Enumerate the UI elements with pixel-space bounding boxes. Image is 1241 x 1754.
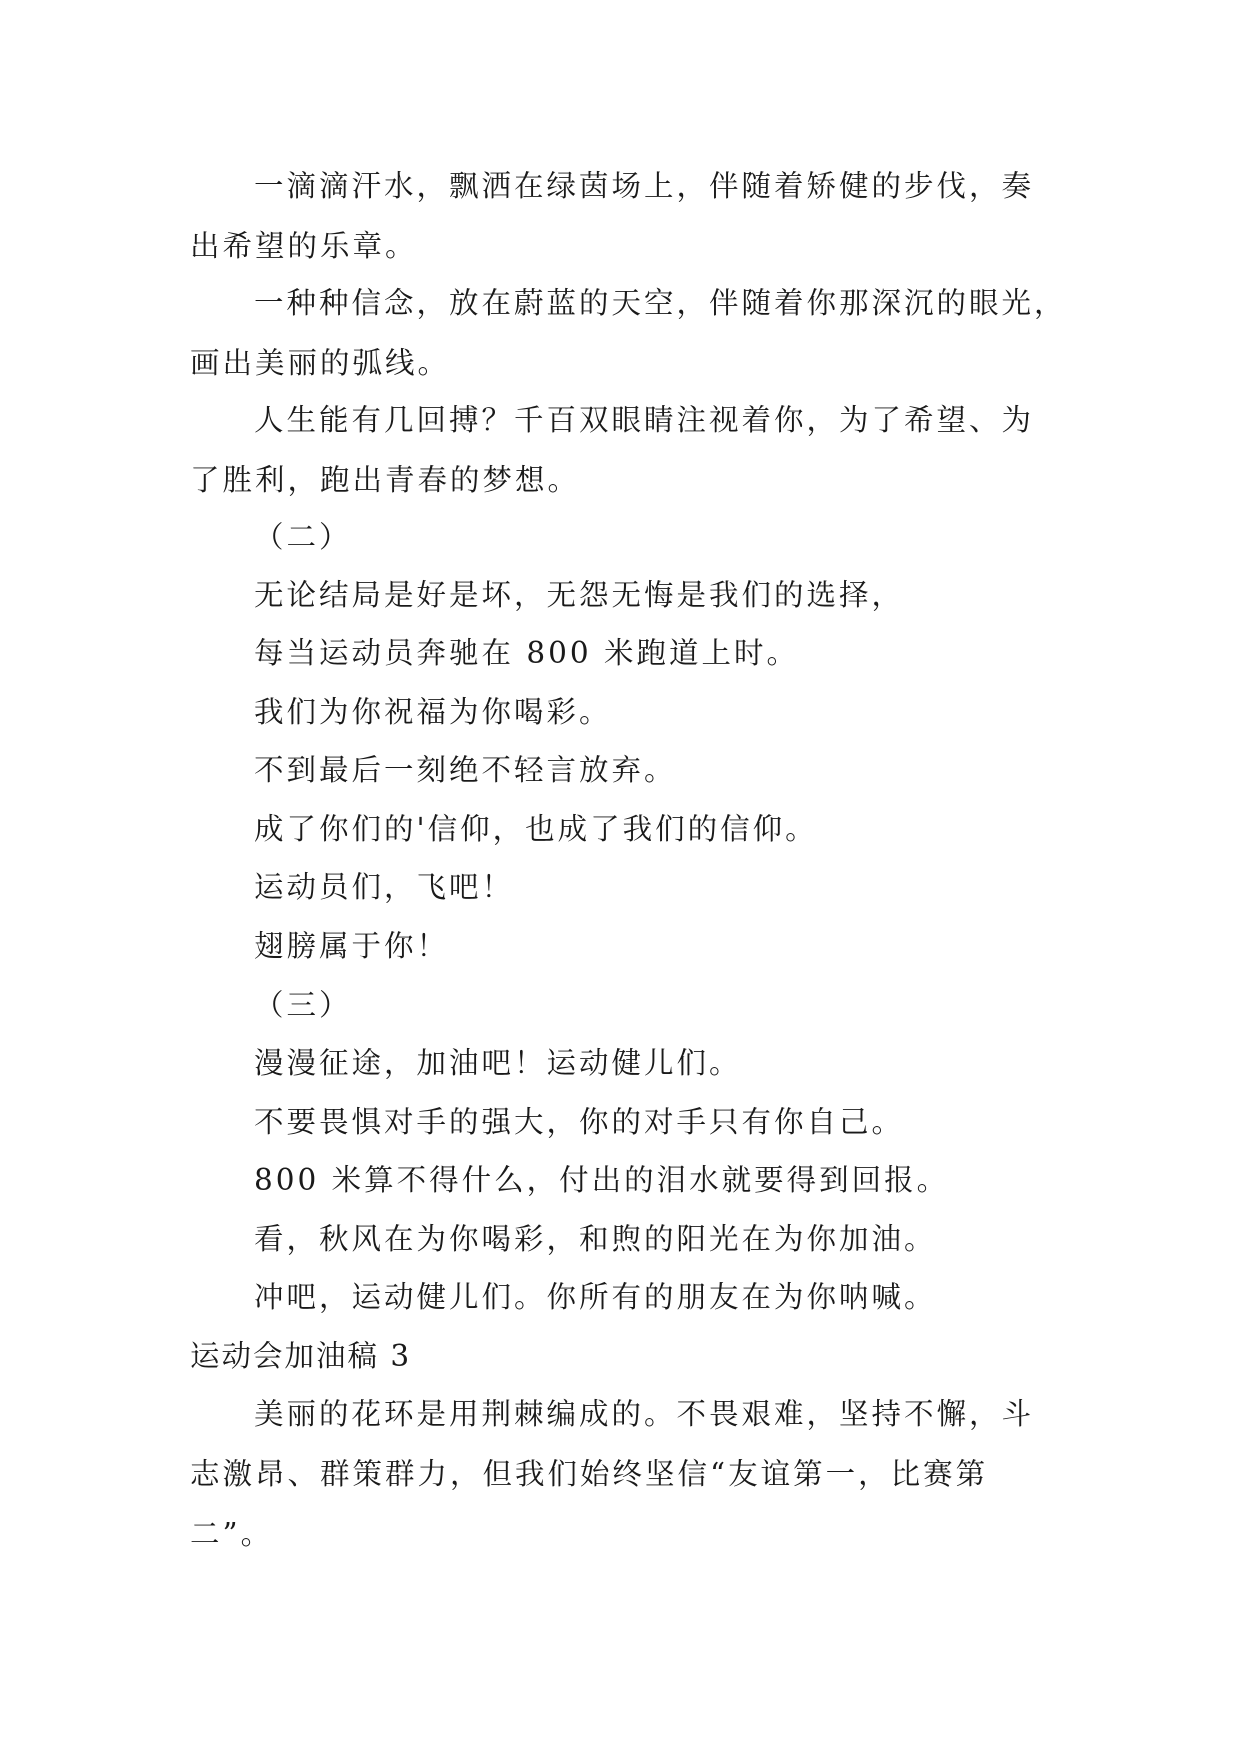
- verse-line: 冲吧，运动健儿们。你所有的朋友在为你呐喊。: [254, 1280, 937, 1314]
- verse-line: 漫漫征途，加油吧！运动健儿们。: [254, 1046, 742, 1080]
- paragraph-line: 美丽的花环是用荆棘编成的。不畏艰难，坚持不懈，斗: [254, 1397, 1035, 1431]
- verse-line: 无论结局是好是坏，无怨无悔是我们的选择，: [254, 578, 905, 612]
- verse-line: 翅膀属于你！: [254, 929, 450, 963]
- paragraph-line: 志激昂、群策群力，但我们始终坚信“友谊第一，比赛第: [190, 1457, 989, 1491]
- paragraph: [190, 1384, 1048, 1564]
- section-label: （三）: [254, 988, 352, 1022]
- paragraph-line: 二”。: [190, 1517, 274, 1551]
- paragraph: [190, 390, 1048, 510]
- verse-line: 运动员们，飞吧！: [254, 870, 515, 904]
- paragraph-line: 人生能有几回搏？千百双眼睛注视着你，为了希望、为: [254, 403, 1035, 437]
- verse-line: 看，秋风在为你喝彩，和煦的阳光在为你加油。: [254, 1222, 937, 1256]
- paragraph-line: 一种种信念，放在蔚蓝的天空，伴随着你那深沉的眼光，: [254, 286, 1067, 320]
- paragraph-line: 了胜利，跑出青春的梦想。: [190, 463, 581, 497]
- verse-line: 成了你们的'信仰，也成了我们的信仰。: [254, 812, 818, 846]
- verse-line: 不要畏惧对手的强大，你的对手只有你自己。: [254, 1105, 905, 1139]
- paragraph-line: 一滴滴汗水，飘洒在绿茵场上，伴随着矫健的步伐，奏: [254, 169, 1035, 203]
- section-label: （二）: [254, 520, 352, 554]
- paragraph-line: 画出美丽的弧线。: [190, 346, 451, 380]
- paragraph: [190, 156, 1048, 276]
- paragraph: [190, 273, 1067, 393]
- verse-line: 不到最后一刻绝不轻言放弃。: [254, 753, 677, 787]
- paragraph-line: 出希望的乐章。: [190, 229, 418, 263]
- verse-line: 我们为你祝福为你喝彩。: [254, 695, 612, 729]
- section-heading: 运动会加油稿 3: [190, 1339, 412, 1373]
- verse-line: 每当运动员奔驰在 800 米跑道上时。: [254, 636, 800, 670]
- verse-line: 800 米算不得什么，付出的泪水就要得到回报。: [254, 1163, 950, 1197]
